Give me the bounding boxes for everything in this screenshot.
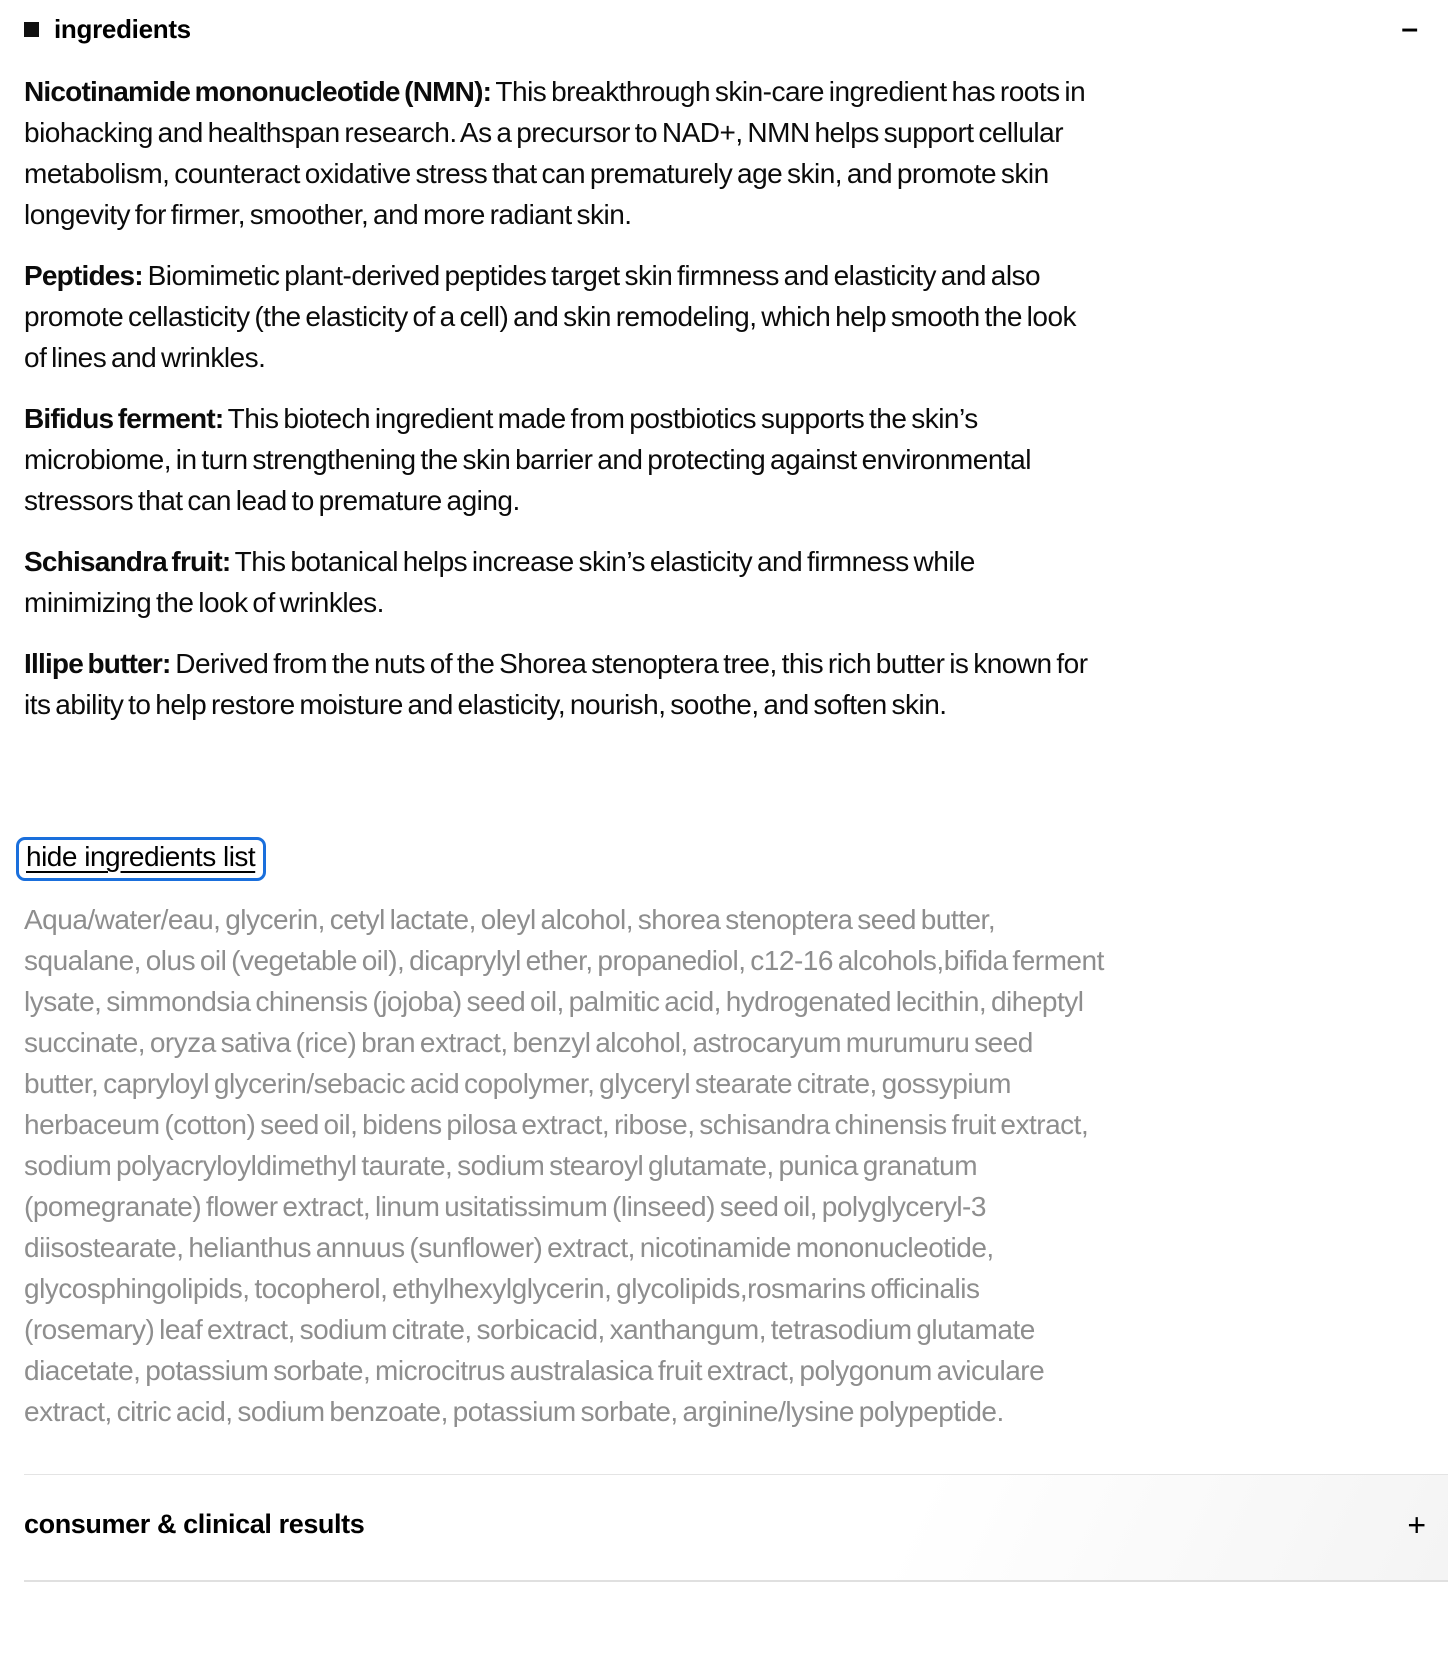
consumer-clinical-results-section bbox=[0, 1475, 1448, 1582]
ingredients-title-wrap bbox=[24, 14, 191, 45]
results-section-title: consumer & clinical results bbox=[24, 1509, 365, 1539]
ingredient-lead: Nicotinamide mononucleotide (NMN): bbox=[24, 76, 492, 107]
ingredients-accordion-header[interactable] bbox=[0, 0, 1448, 45]
ingredient-description: Derived from the nuts of the Shorea stenoptera tree, this rich butter is known for its ability to help restore moisture and elasticity, nourish, soothe, and soften skin. bbox=[24, 648, 1088, 720]
ingredient-paragraph-peptides bbox=[24, 255, 1102, 378]
collapse-minus-icon[interactable]: – bbox=[1401, 12, 1418, 45]
ingredient-lead: Schisandra fruit: bbox=[24, 546, 231, 577]
full-ingredients-list: Aqua/water/eau, glycerin, cetyl lactate, oleyl alcohol, shorea stenoptera seed butter, squalane, olus oil (vegetable oil), dicaprylyl ether, propanediol, c12-16 alcohols,bifida ferment lysate, simmondsia chinensis (jojoba) seed oil, palmitic acid, hydrogenated lecithin, diheptyl succinate, oryza sativa (rice) bran extract, benzyl alcohol, astrocaryum murumuru seed butter, capryloyl glycerin/sebacic acid copolymer, glyceryl stearate citrate, gossypium herbaceum (cotton) seed oil, bidens pilosa extract, ribose, schisandra chinensis fruit extract, sodium polyacryloyldimethyl taurate, sodium stearoyl glutamate, punica granatum (pomegranate) flower extract, linum usitatissimum (linseed) seed oil, polyglyceryl-3 diisostearate, helianthus annuus (sunflower) extract, nicotinamide mononucleotide, glycosphingolipids, tocopherol, ethylhexylglycerin, glycolipids,rosmarins officinalis (rosemary) leaf extract, sodium citrate, sorbicacid, xanthangum, tetrasodium glutamate diacetate, potassium sorbate, microcitrus australasica fruit extract, polygonum aviculare extract, citric acid, sodium benzoate, potassium sorbate, arginine/lysine polypeptide. bbox=[24, 904, 1104, 1427]
ingredient-description: This breakthrough skin-care ingredient has roots in biohacking and healthspan research. As a precursor to NAD+, NMN helps support cellular metabolism, counteract oxidative stress that can prematurely age skin, and promote skin longevity for firmer, smoother, and more radiant skin. bbox=[24, 76, 1086, 230]
ingredients-body bbox=[0, 45, 1448, 1432]
ingredient-paragraph-illipe-butter bbox=[24, 643, 1102, 725]
bottom-section-divider bbox=[24, 1580, 1448, 1582]
ingredients-section-title: ingredients bbox=[54, 14, 191, 44]
ingredient-lead: Illipe butter: bbox=[24, 648, 171, 679]
ingredient-description: This biotech ingredient made from postbiotics supports the skin’s microbiome, in turn strengthening the skin barrier and protecting against environmental stressors that can lead to premature aging. bbox=[24, 403, 1031, 516]
ingredient-paragraph-bifidus-ferment bbox=[24, 398, 1102, 521]
ingredient-paragraph-nmn bbox=[24, 71, 1102, 235]
ingredient-lead: Bifidus ferment: bbox=[24, 403, 224, 434]
ingredient-description: This botanical helps increase skin’s elasticity and firmness while minimizing the look of wrinkles. bbox=[24, 546, 975, 618]
ingredient-paragraph-schisandra-fruit bbox=[24, 541, 1102, 623]
hide-ingredients-link[interactable]: hide ingredients list bbox=[16, 837, 266, 881]
square-bullet-icon bbox=[24, 22, 39, 37]
ingredient-description: Biomimetic plant-derived peptides target skin firmness and elasticity and also promote cellasticity (the elasticity of a cell) and skin remodeling, which help smooth the look of lines and wrinkles. bbox=[24, 260, 1077, 373]
results-accordion-header[interactable] bbox=[0, 1475, 1448, 1543]
expand-plus-icon[interactable]: + bbox=[1407, 1506, 1426, 1543]
ingredient-lead: Peptides: bbox=[24, 260, 143, 291]
